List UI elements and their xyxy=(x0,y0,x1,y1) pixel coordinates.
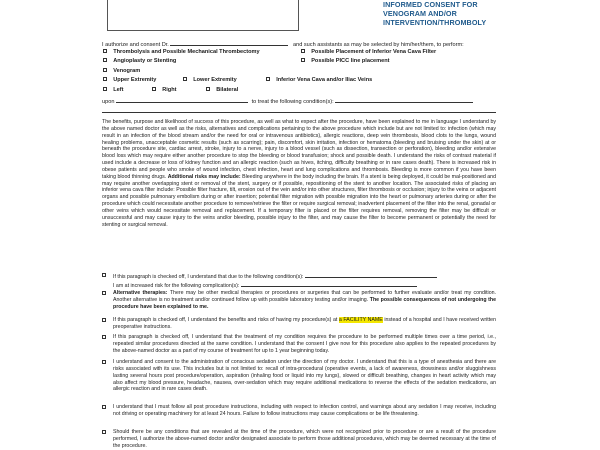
facility-checkbox[interactable] xyxy=(102,318,106,322)
procedure-venogram[interactable]: Venogram xyxy=(103,68,140,75)
venogram-checkbox[interactable] xyxy=(103,68,107,72)
authorize-row xyxy=(102,40,464,49)
location-upper[interactable]: Upper Extremity xyxy=(103,77,156,84)
authorize-suffix: and such assistants as may be selected by him/her/them, to perform: xyxy=(292,42,464,48)
doctor-name-field[interactable] xyxy=(170,40,288,46)
risks-text-2: Bleeding anywhere in the body including the brain. If a stent is being deployed, it could be mal-positioned and may require another overlapping stent or removal of the stent, surgery or if possible, repositioning of the stent to another location. The associated risks of placing an inferior vena cava filter include: Possible filter fracture, tilt, erosion out of the vein and/or into other structures, filter thrombosis or occlusion; injury to the veins or adjacent organs and possible pulmonary embolism during or after insertion; potential filter migration with possible migration into the heart or pulmonary arteries during or after the procedure which could necessitate another procedure to remove/retrieve the filter or require surgical removal; inadvertent placement of the filter into the renal, gonadal or other veins which would necessitate removal and replacement. If a temporary filter is placed or the filter requires removal, removing the filter may be difficult or unsuccessful and may cause injury to the veins and/or bleeding, possible injury to the filter, and may cause the filter to become permanent or potentially the need for stenting or surgical removal. xyxy=(102,173,497,228)
procedure-thrombolysis[interactable]: Thrombolysis and Possible Mechanical Thrombectomy xyxy=(103,49,260,56)
authorize-prefix: I authorize and consent Dr. xyxy=(102,42,169,48)
title-line-2: VENOGRAM AND/OR xyxy=(383,9,457,18)
location-lower[interactable]: Lower Extremity xyxy=(183,77,237,84)
increased-risk-item: If this paragraph is checked off, I understand that due to the following condition(s): I am at increased risk for the following complication(s): xyxy=(102,272,496,290)
upon-row xyxy=(102,97,473,106)
additional-procedures-item: Should there be any conditions that are revealed at the time of the procedure, which were not recognized prior to procedure or are a result of the procedure performed, I authorize the above-named doctor and/or designated associate to perform those additional procedures, which may be deemed necessary at the time of the procedure. xyxy=(102,429,496,450)
multiple-times-item: If this paragraph is checked off, I understand that the treatment of my condition requires the procedure to be performed multiple times over a time period, i.e., repeated similar procedures directed at the same condition. I understand that the consent I give now for this procedure also applies to the repeated procedures by the above-named doctor as a part of my course of treatment for up to 1 year beginning today. xyxy=(102,334,496,355)
alternatives-item: Alternative therapies: There may be other medical therapies or procedures or surgeries that can be performed to further evaluate and/or treat my condition. Another alternative is no treatment and/or continued follow up with possible laboratory testing and/or imaging. The possible consequences of not undergoing the procedure have been explained to me. xyxy=(102,290,496,311)
location-ivc[interactable]: Inferior Vena Cava and/or Iliac Veins xyxy=(266,77,372,84)
left-checkbox[interactable] xyxy=(103,87,107,91)
logo-placeholder-box xyxy=(107,0,299,31)
right-checkbox[interactable] xyxy=(152,87,156,91)
upon-suffix: to treat the following condition(s): xyxy=(251,99,334,105)
risk-complication-field[interactable] xyxy=(241,281,417,287)
ivc-iliac-checkbox[interactable] xyxy=(266,77,270,81)
upper-extremity-checkbox[interactable] xyxy=(103,77,107,81)
sedation-checkbox[interactable] xyxy=(102,360,106,364)
side-bilateral[interactable]: Bilateral xyxy=(206,87,238,94)
title-line-1: INFORMED CONSENT FOR xyxy=(383,0,478,9)
procedure-angioplasty[interactable]: Angioplasty or Stenting xyxy=(103,58,176,65)
risk-condition-field[interactable] xyxy=(305,272,437,278)
thrombolysis-checkbox[interactable] xyxy=(103,49,107,53)
bilateral-checkbox[interactable] xyxy=(206,87,210,91)
facility-item: If this paragraph is checked off, I understand the benefits and risks of having my procedure(s) at a FACILITY NAME instead of a hospital and I have received written preoperative instructions. xyxy=(102,317,496,331)
multiple-times-checkbox[interactable] xyxy=(102,335,106,339)
side-right[interactable]: Right xyxy=(152,87,176,94)
picc-checkbox[interactable] xyxy=(301,58,305,62)
condition-field-line-2[interactable] xyxy=(102,112,496,113)
upon-prefix: upon xyxy=(102,99,115,105)
additional-procedures-checkbox[interactable] xyxy=(102,430,106,434)
procedure-picc[interactable]: Possible PICC line placement xyxy=(301,58,390,65)
procedure-site-field[interactable] xyxy=(116,97,248,103)
angioplasty-checkbox[interactable] xyxy=(103,58,107,62)
ivc-filter-checkbox[interactable] xyxy=(301,49,305,53)
instructions-item: I understand that I must follow all post procedure instructions, including with respect to infection control, and warnings about any sedation I may receive, including not driving or operating machinery for at least 24 hours. Failure to follow instructions may cause complications or be life threatening. xyxy=(102,404,496,418)
alternatives-checkbox[interactable] xyxy=(102,291,106,295)
risks-text-1: The benefits, purpose and likelihood of success of this procedure, as well as what to expect after the procedure, have been explained to me in language I understand by the above named doctor as well as the risks, alternatives and complications pertaining to the above procedure which include but are not limited to: infection (which may result in an infection of the blood stream and/or the need for oral or intravenous antibiotics), allergic reactions, deep vein thrombosis, blood clots to the lungs, wound healing problems, unacceptable cosmetic results (such as scarring); pain, discomfort, skin irritation, infection or hematoma (bleeding and bruising under the skin) at or beneath the procedure site, cardiac arrest, stroke, injury to a nerve, injury to a blood vessel (such as dissection, transection or perforation), bleeding and/or extensive blood loss which may require either another procedure to stop the bleeding or blood transfusion; shock and possible death. I understand the risks of contrast material if used include a decrease or loss of kidney function and an allergic reaction (such as hives, itching, difficulty breathing or in rare cases death). There is increased risk in obese patients and people who smoke of wound infection, chest infection, heart and lung complications and thrombosis. Bleeding is more common if you have been taking blood thinning drugs. xyxy=(102,119,496,180)
sedation-item: I understand and consent to the administration of conscious sedation under the direction of my doctor. I understand that this is a type of anesthesia and there are risks associated with its use. This includes but is not limited to: recall of intra-procedural (operative events, a lack of awareness, drowsiness and/or sluggishness lasting several hours post procedure/operation, aspiration (inhaling food or liquid into my lungs), slowed or difficult breathing, changes in heart activity which may also affect my blood pressure, headache, nausea, over-sedation which may require additional medications to reverse the effects of the sedation medications, an allergic reaction and in rare cases death. xyxy=(102,359,496,393)
increased-risk-checkbox[interactable] xyxy=(102,273,106,277)
risks-paragraph xyxy=(102,119,496,229)
procedure-ivc-filter[interactable]: Possible Placement of Inferior Vena Cava Filter xyxy=(301,49,436,56)
additional-risks-label: Additional risks may include: xyxy=(167,173,241,180)
facility-name-highlight: a FACILITY NAME xyxy=(338,317,383,323)
form-title xyxy=(383,0,583,27)
condition-field[interactable] xyxy=(335,97,473,103)
lower-extremity-checkbox[interactable] xyxy=(183,77,187,81)
side-left[interactable]: Left xyxy=(103,87,123,94)
instructions-checkbox[interactable] xyxy=(102,405,106,409)
title-line-3: INTERVENTION/THROMBOLY xyxy=(383,18,487,27)
